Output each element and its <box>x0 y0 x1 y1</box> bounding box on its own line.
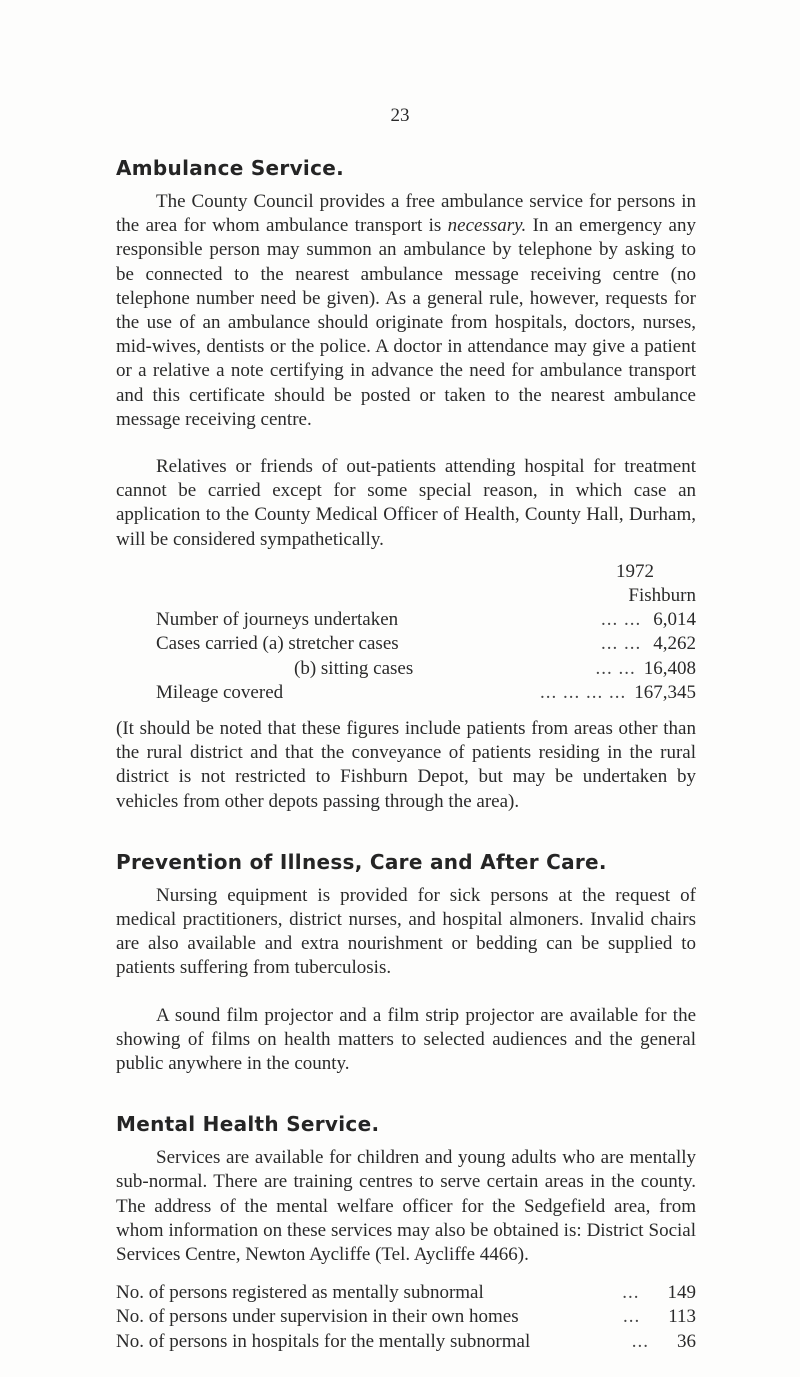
mental-stats-row <box>116 1330 696 1354</box>
stats-row-leader: ... ... ... ... <box>540 681 627 703</box>
page-content <box>116 156 696 1354</box>
mental-stats-row <box>116 1281 696 1305</box>
stats-row <box>116 632 696 656</box>
stats-row-label: Mileage covered <box>156 681 284 703</box>
stats-year-header: 1972 <box>616 560 654 582</box>
mental-health-section <box>116 1112 696 1354</box>
ambulance-paragraph-2: Relatives or friends of out-patients attending hospital for treatment cannot be carried except for some special reason, in which case an application to the County Medical Officer of Health, County Hall, Durham, will be considered sympathetically. <box>116 456 696 550</box>
stats-row-leader: ... ... <box>601 633 642 655</box>
ambulance-heading: Ambulance Service. <box>116 156 344 180</box>
mental-stats-leader: ... <box>622 1306 641 1328</box>
ambulance-paragraph-3: (It should be noted that these figures include patients from areas other than the rural district and that the conveyance of patients residing in the rural district is not restricted to Fishburn Depot, but may be undertaken by vehicles from other depots passing through the area). <box>116 717 696 812</box>
prevention-paragraph-2: A sound film projector and a film strip projector are available for the showing of films on health matters to selected audiences and the general public anywhere in the county. <box>116 1004 696 1074</box>
mental-stats-value: 113 <box>668 1306 696 1328</box>
ambulance-section <box>116 156 696 814</box>
prevention-section <box>116 850 696 1076</box>
page-number: 23 <box>390 105 410 126</box>
prevention-heading: Prevention of Illness, Care and After Care. <box>116 849 607 874</box>
stats-row-label: Cases carried (a) stretcher cases <box>156 633 399 655</box>
mental-stats-row <box>116 1305 696 1329</box>
mental-stats-value: 36 <box>677 1330 696 1352</box>
mental-stats-label: No. of persons under supervision in their own homes <box>116 1306 519 1328</box>
stats-row <box>116 608 696 632</box>
mental-stats-leader: ... <box>622 1282 640 1304</box>
mental-stats-label: No. of persons in hospitals for the mentally subnormal <box>116 1330 531 1352</box>
stats-row-label: (b) sitting cases <box>294 657 414 679</box>
stats-row-value: 167,345 <box>634 681 696 703</box>
stats-row-value: 16,408 <box>643 657 696 679</box>
ambulance-p1-text-a: The County Council provides a free ambulance service for persons in the area for whom ambulance transport is <box>116 191 696 237</box>
stats-row <box>116 681 696 705</box>
mental-stats-label: No. of persons registered as mentally subnormal <box>116 1282 484 1304</box>
ambulance-p1-text-b: In an emergency any responsible person may summon an ambulance by telephone by asking to be connected to the nearest ambulance message receiving centre (no telephone number need be given). As a general rule, however, requests for the use of an ambulance should originate from hospitals, doctors, nurses, mid-wives, dentists or the police. A doctor in attendance may give a patient or a relative a note certifying in advance the need for ambulance transport and this certificate should be posted or taken to the nearest ambulance message receiving centre. <box>116 215 696 430</box>
stats-row-label: Number of journeys undertaken <box>156 609 399 631</box>
stats-row-value: 4,262 <box>653 633 696 655</box>
stats-row-leader: ... ... <box>595 657 636 679</box>
mental-stats-value: 149 <box>667 1282 696 1304</box>
ambulance-p1-emphasis: necessary. <box>447 215 527 237</box>
mental-stats-leader: ... <box>631 1330 649 1352</box>
ambulance-stats-table <box>116 560 696 705</box>
stats-row <box>116 657 696 681</box>
mental-health-paragraph-1: Services are available for children and young adults who are mentally sub-normal. There are training centres to serve certain areas in the county. The address of the mental welfare officer for the Sedgefield area, from whom information on these services may also be obtained is: District Social Services Centre, Newton Aycliffe (Tel. Aycliffe 4466). <box>116 1147 696 1266</box>
stats-row-value: 6,014 <box>653 609 696 631</box>
stats-row-leader: ... ... <box>601 609 642 631</box>
mental-health-stats <box>116 1281 696 1354</box>
stats-place-header: Fishburn <box>628 585 696 607</box>
prevention-paragraph-1: Nursing equipment is provided for sick persons at the request of medical practitioners, district nurses, and hospital almoners. Invalid chairs are also available and extra nourishment or bedding can be supplied to patients suffering from tuberculosis. <box>116 884 696 979</box>
mental-health-heading: Mental Health Service. <box>116 1112 380 1137</box>
ambulance-paragraph-1 <box>116 190 696 432</box>
